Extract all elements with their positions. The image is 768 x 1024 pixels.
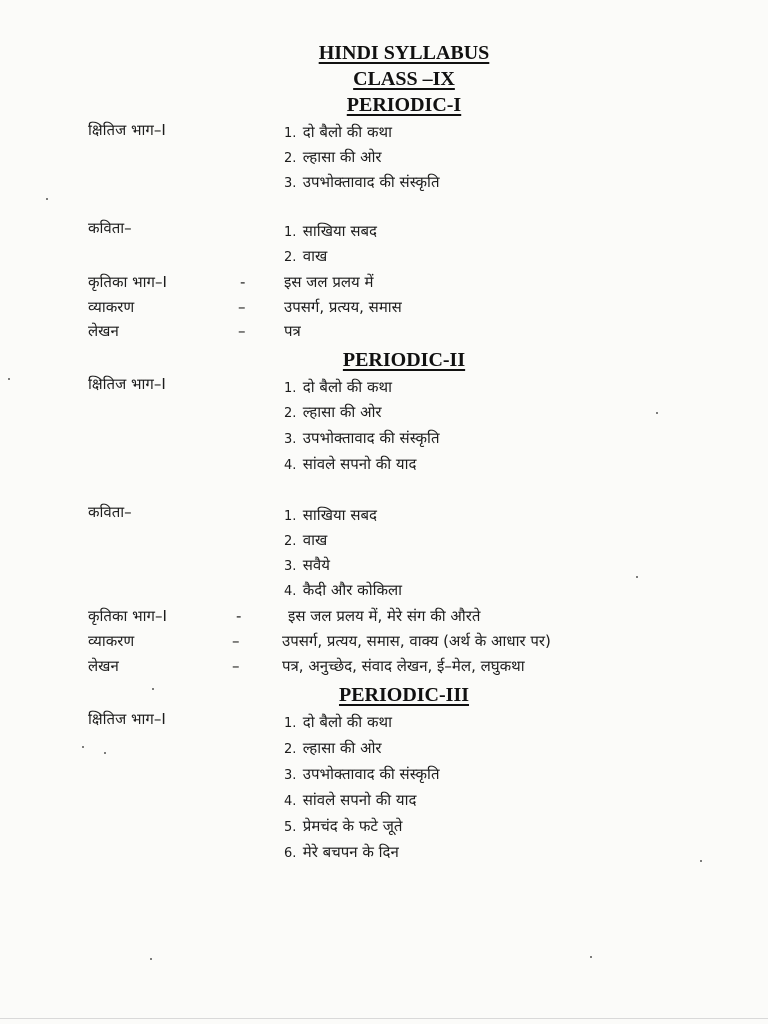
p2-kavita-label: कविता– xyxy=(88,503,132,521)
p1-lekhan-label: लेखन xyxy=(88,322,119,340)
p1-kshitij-item: 2. ल्हासा की ओर xyxy=(284,148,382,166)
periodic-2-heading: PERIODIC-II xyxy=(342,349,466,371)
p1-kshitij-item: 1. दो बैलो की कथा xyxy=(284,123,392,141)
scan-speck xyxy=(82,746,84,748)
p1-kritika-dash: - xyxy=(240,273,246,291)
p2-kavita-item: 4. कैदी और कोकिला xyxy=(284,581,403,599)
periodic-3-heading: PERIODIC-III xyxy=(338,684,470,706)
p3-kshitij-item: 6. मेरे बचपन के दिन xyxy=(284,843,399,861)
p3-kshitij-item: 1. दो बैलो की कथा xyxy=(284,713,392,731)
p3-kshitij-item: 4. सांवले सपनो की याद xyxy=(284,791,417,809)
p1-vyakaran-value: उपसर्ग, प्रत्यय, समास xyxy=(284,298,402,316)
p2-lekhan-dash: – xyxy=(232,657,240,675)
scan-speck xyxy=(590,956,592,958)
scan-speck xyxy=(636,576,638,578)
p1-lekhan-value: पत्र xyxy=(284,322,301,340)
periodic-1-heading: PERIODIC-I xyxy=(346,94,462,116)
p2-lekhan-value: पत्र, अनुच्छेद, संवाद लेखन, ई–मेल, लघुकथा xyxy=(282,657,525,675)
p2-kavita-item: 2. वाख xyxy=(284,531,328,549)
p1-kshitij-label: क्षितिज भाग–I xyxy=(88,121,166,139)
p2-vyakaran-dash: – xyxy=(232,632,240,650)
scan-speck xyxy=(150,958,152,960)
p1-kavita-item: 2. वाख xyxy=(284,247,328,265)
p2-kavita-item: 3. सवैये xyxy=(284,556,330,574)
p1-kritika-value: इस जल प्रलय में xyxy=(284,273,374,291)
p2-kritika-value: इस जल प्रलय में, मेरे संग की औरते xyxy=(288,607,481,625)
scan-speck xyxy=(700,860,702,862)
p1-vyakaran-label: व्याकरण xyxy=(88,298,135,316)
p2-kritika-dash: - xyxy=(236,607,242,625)
p1-kavita-item: 1. साखिया सबद xyxy=(284,222,377,240)
scan-speck xyxy=(104,752,106,754)
p2-kshitij-item: 1. दो बैलो की कथा xyxy=(284,378,392,396)
p2-kshitij-item: 2. ल्हासा की ओर xyxy=(284,403,382,421)
p3-kshitij-item: 2. ल्हासा की ओर xyxy=(284,739,382,757)
p2-kavita-item: 1. साखिया सबद xyxy=(284,506,377,524)
p3-kshitij-item: 3. उपभोक्तावाद की संस्कृति xyxy=(284,765,440,783)
p1-kavita-label: कविता– xyxy=(88,219,132,237)
scan-speck xyxy=(152,688,154,690)
p2-kshitij-item: 3. उपभोक्तावाद की संस्कृति xyxy=(284,429,440,447)
p3-kshitij-label: क्षितिज भाग–I xyxy=(88,710,166,728)
scan-speck xyxy=(8,378,10,380)
p2-kshitij-label: क्षितिज भाग–I xyxy=(88,375,166,393)
document-title: HINDI SYLLABUS xyxy=(318,42,490,64)
p2-vyakaran-value: उपसर्ग, प्रत्यय, समास, वाक्य (अर्थ के आधार पर) xyxy=(282,632,551,650)
p1-kshitij-item: 3. उपभोक्तावाद की संस्कृति xyxy=(284,173,440,191)
p1-kritika-label: कृतिका भाग–I xyxy=(88,273,167,291)
p2-vyakaran-label: व्याकरण xyxy=(88,632,135,650)
class-heading: CLASS –IX xyxy=(353,68,455,90)
scan-speck xyxy=(656,412,658,414)
p1-lekhan-dash: – xyxy=(238,322,246,340)
p2-kritika-label: कृतिका भाग–I xyxy=(88,607,167,625)
page-edge-line xyxy=(0,1018,768,1019)
p2-kshitij-item: 4. सांवले सपनो की याद xyxy=(284,455,417,473)
p2-lekhan-label: लेखन xyxy=(88,657,119,675)
p1-vyakaran-dash: – xyxy=(238,298,246,316)
scan-speck xyxy=(46,198,48,200)
p3-kshitij-item: 5. प्रेमचंद के फटे जूते xyxy=(284,817,403,835)
